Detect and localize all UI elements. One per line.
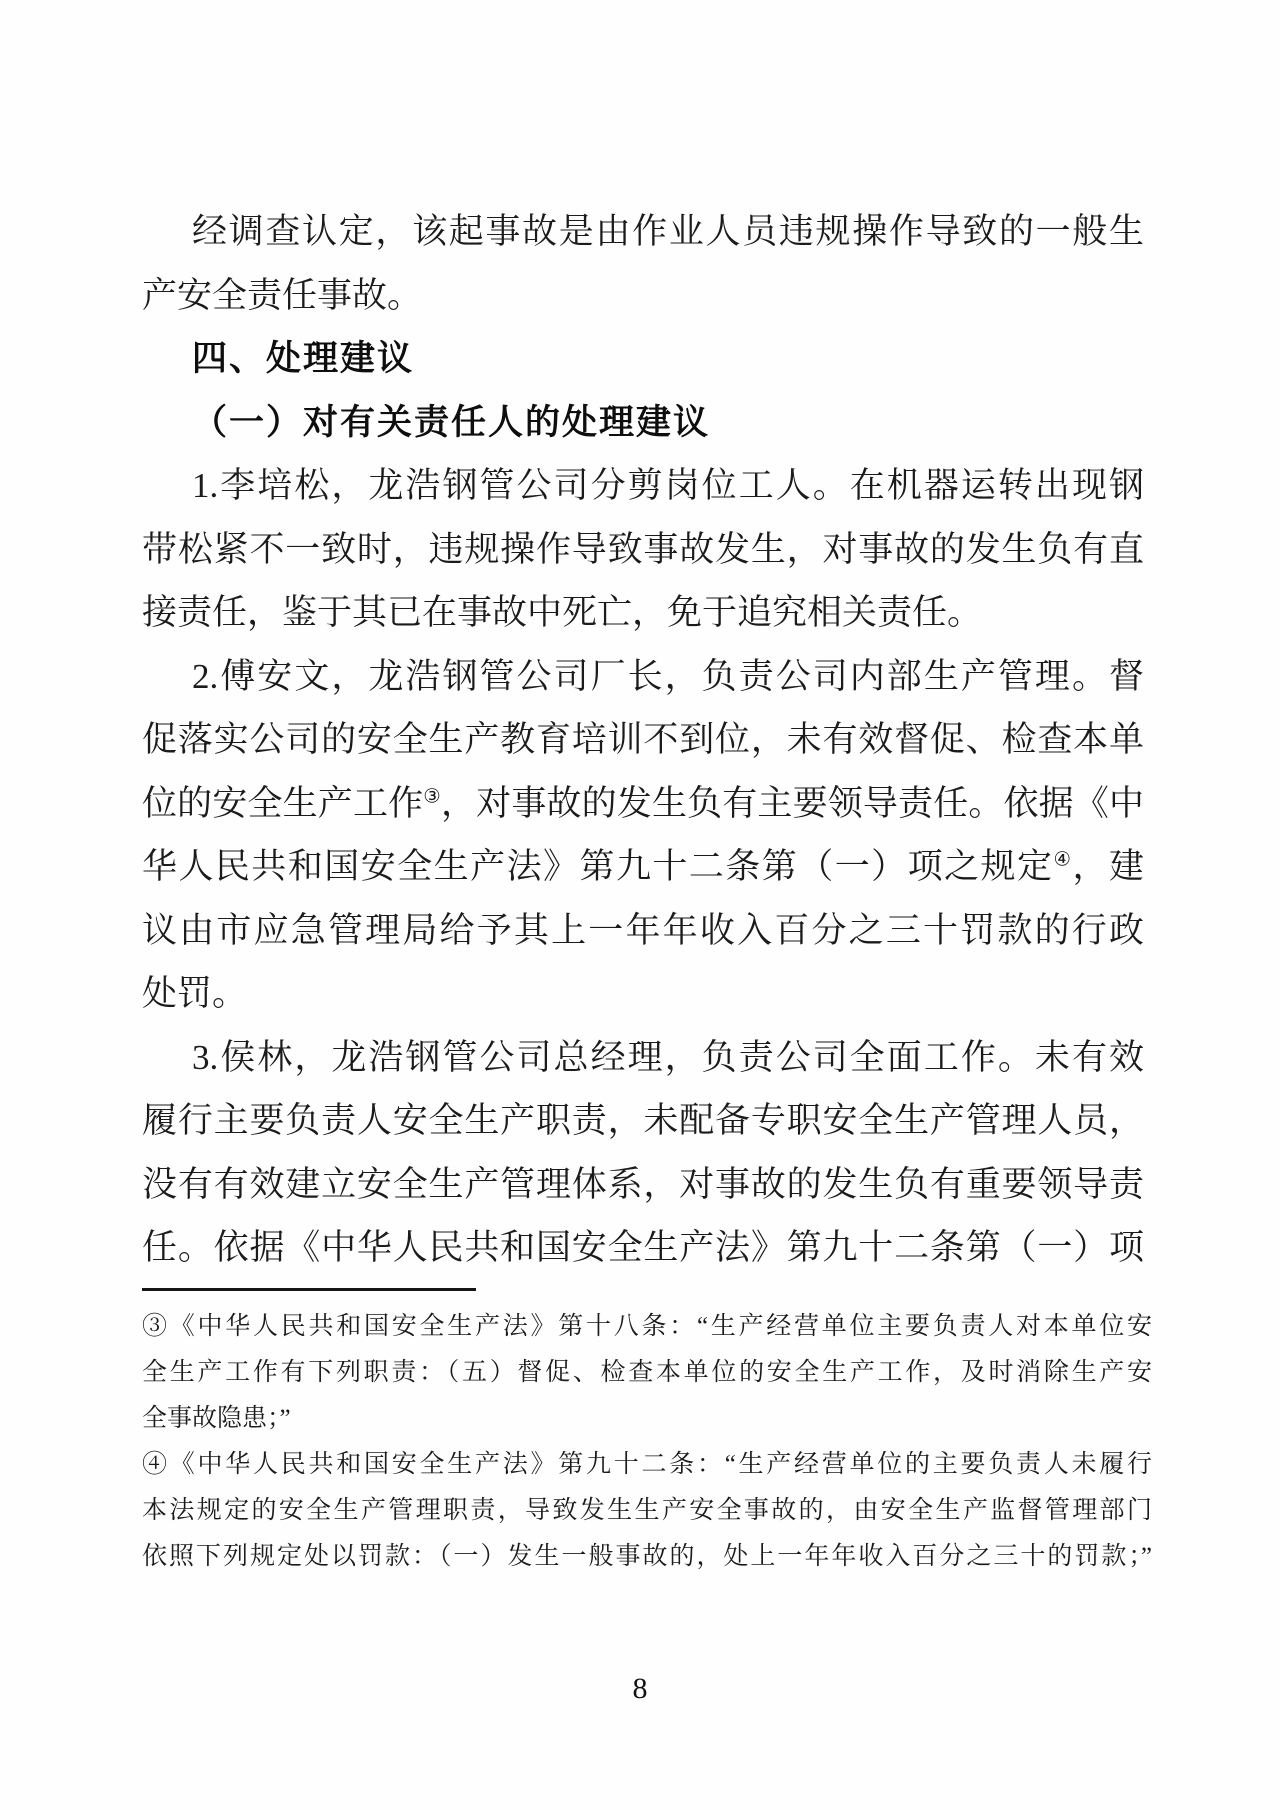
text-line: 任。依据《中华人民共和国安全生产法》第九十二条第（一）项 [142, 1228, 1144, 1267]
text-line: 华人民共和国安全生产法》第九十二条第（一）项之规定④，建 [142, 847, 1144, 886]
body-paragraph [142, 200, 1144, 327]
text-line: 促落实公司的安全生产教育培训不到位，未有效督促、检查本单 [142, 720, 1144, 759]
body-paragraph [142, 645, 1144, 1026]
text-line: 3.侯林，龙浩钢管公司总经理，负责公司全面工作。未有效 [192, 1037, 1144, 1077]
text-line: 四、处理建议 [192, 339, 415, 378]
text-line: 履行主要负责人安全生产职责，未配备专职安全生产管理人员， [142, 1101, 1144, 1140]
body-text [142, 200, 1144, 1280]
footnote-separator [142, 1288, 476, 1291]
text-line: 依照下列规定处以罚款：（一）发生一般事故的，处上一年年收入百分之三十的罚款；” [142, 1543, 1152, 1570]
text-line: ④《中华人民共和国安全生产法》第九十二条：“生产经营单位的主要负责人未履行 [142, 1451, 1152, 1478]
text-line: （一）对有关责任人的处理建议 [192, 402, 711, 442]
body-paragraph [142, 454, 1144, 645]
section-heading [142, 391, 1144, 455]
footnote-paragraph [142, 1442, 1152, 1580]
footnotes [142, 1304, 1152, 1580]
text-line: 没有有效建立安全生产管理体系，对事故的发生负有重要领导责 [142, 1164, 1144, 1204]
footnote-paragraph [142, 1304, 1152, 1442]
text-line: ③《中华人民共和国安全生产法》第十八条：“生产经营单位主要负责人对本单位安 [142, 1313, 1152, 1340]
section-heading [142, 327, 1144, 391]
footnote-reference-mark: ③ [423, 785, 441, 807]
body-paragraph [142, 1026, 1144, 1280]
text-line: 本法规定的安全生产管理职责，导致发生生产安全事故的，由安全生产监督管理部门 [142, 1497, 1152, 1524]
text-line: 处罚。 [142, 974, 248, 1013]
text-line: 全生产工作有下列职责：（五）督促、检查本单位的安全生产工作，及时消除生产安 [142, 1359, 1152, 1386]
text-line: 2.傅安文，龙浩钢管公司厂长，负责公司内部生产管理。督 [192, 656, 1144, 696]
text-line: 经调查认定，该起事故是由作业人员违规操作导致的一般生 [192, 212, 1144, 251]
page-number: 8 [632, 1672, 648, 1705]
text-line: 位的安全生产工作③，对事故的发生负有主要领导责任。依据《中 [142, 783, 1144, 823]
footnote-reference-mark: ④ [1053, 849, 1073, 871]
text-line: 议由市应急管理局给予其上一年年收入百分之三十罚款的行政 [142, 910, 1144, 950]
text-line: 带松紧不一致时，违规操作导致事故发生，对事故的发生负有直 [142, 529, 1144, 569]
text-line: 接责任，鉴于其已在事故中死亡，免于追究相关责任。 [142, 593, 983, 632]
text-line: 产安全责任事故。 [142, 275, 423, 315]
text-line: 全事故隐患；” [142, 1405, 291, 1432]
text-line: 1.李培松，龙浩钢管公司分剪岗位工人。在机器运转出现钢 [192, 466, 1144, 505]
